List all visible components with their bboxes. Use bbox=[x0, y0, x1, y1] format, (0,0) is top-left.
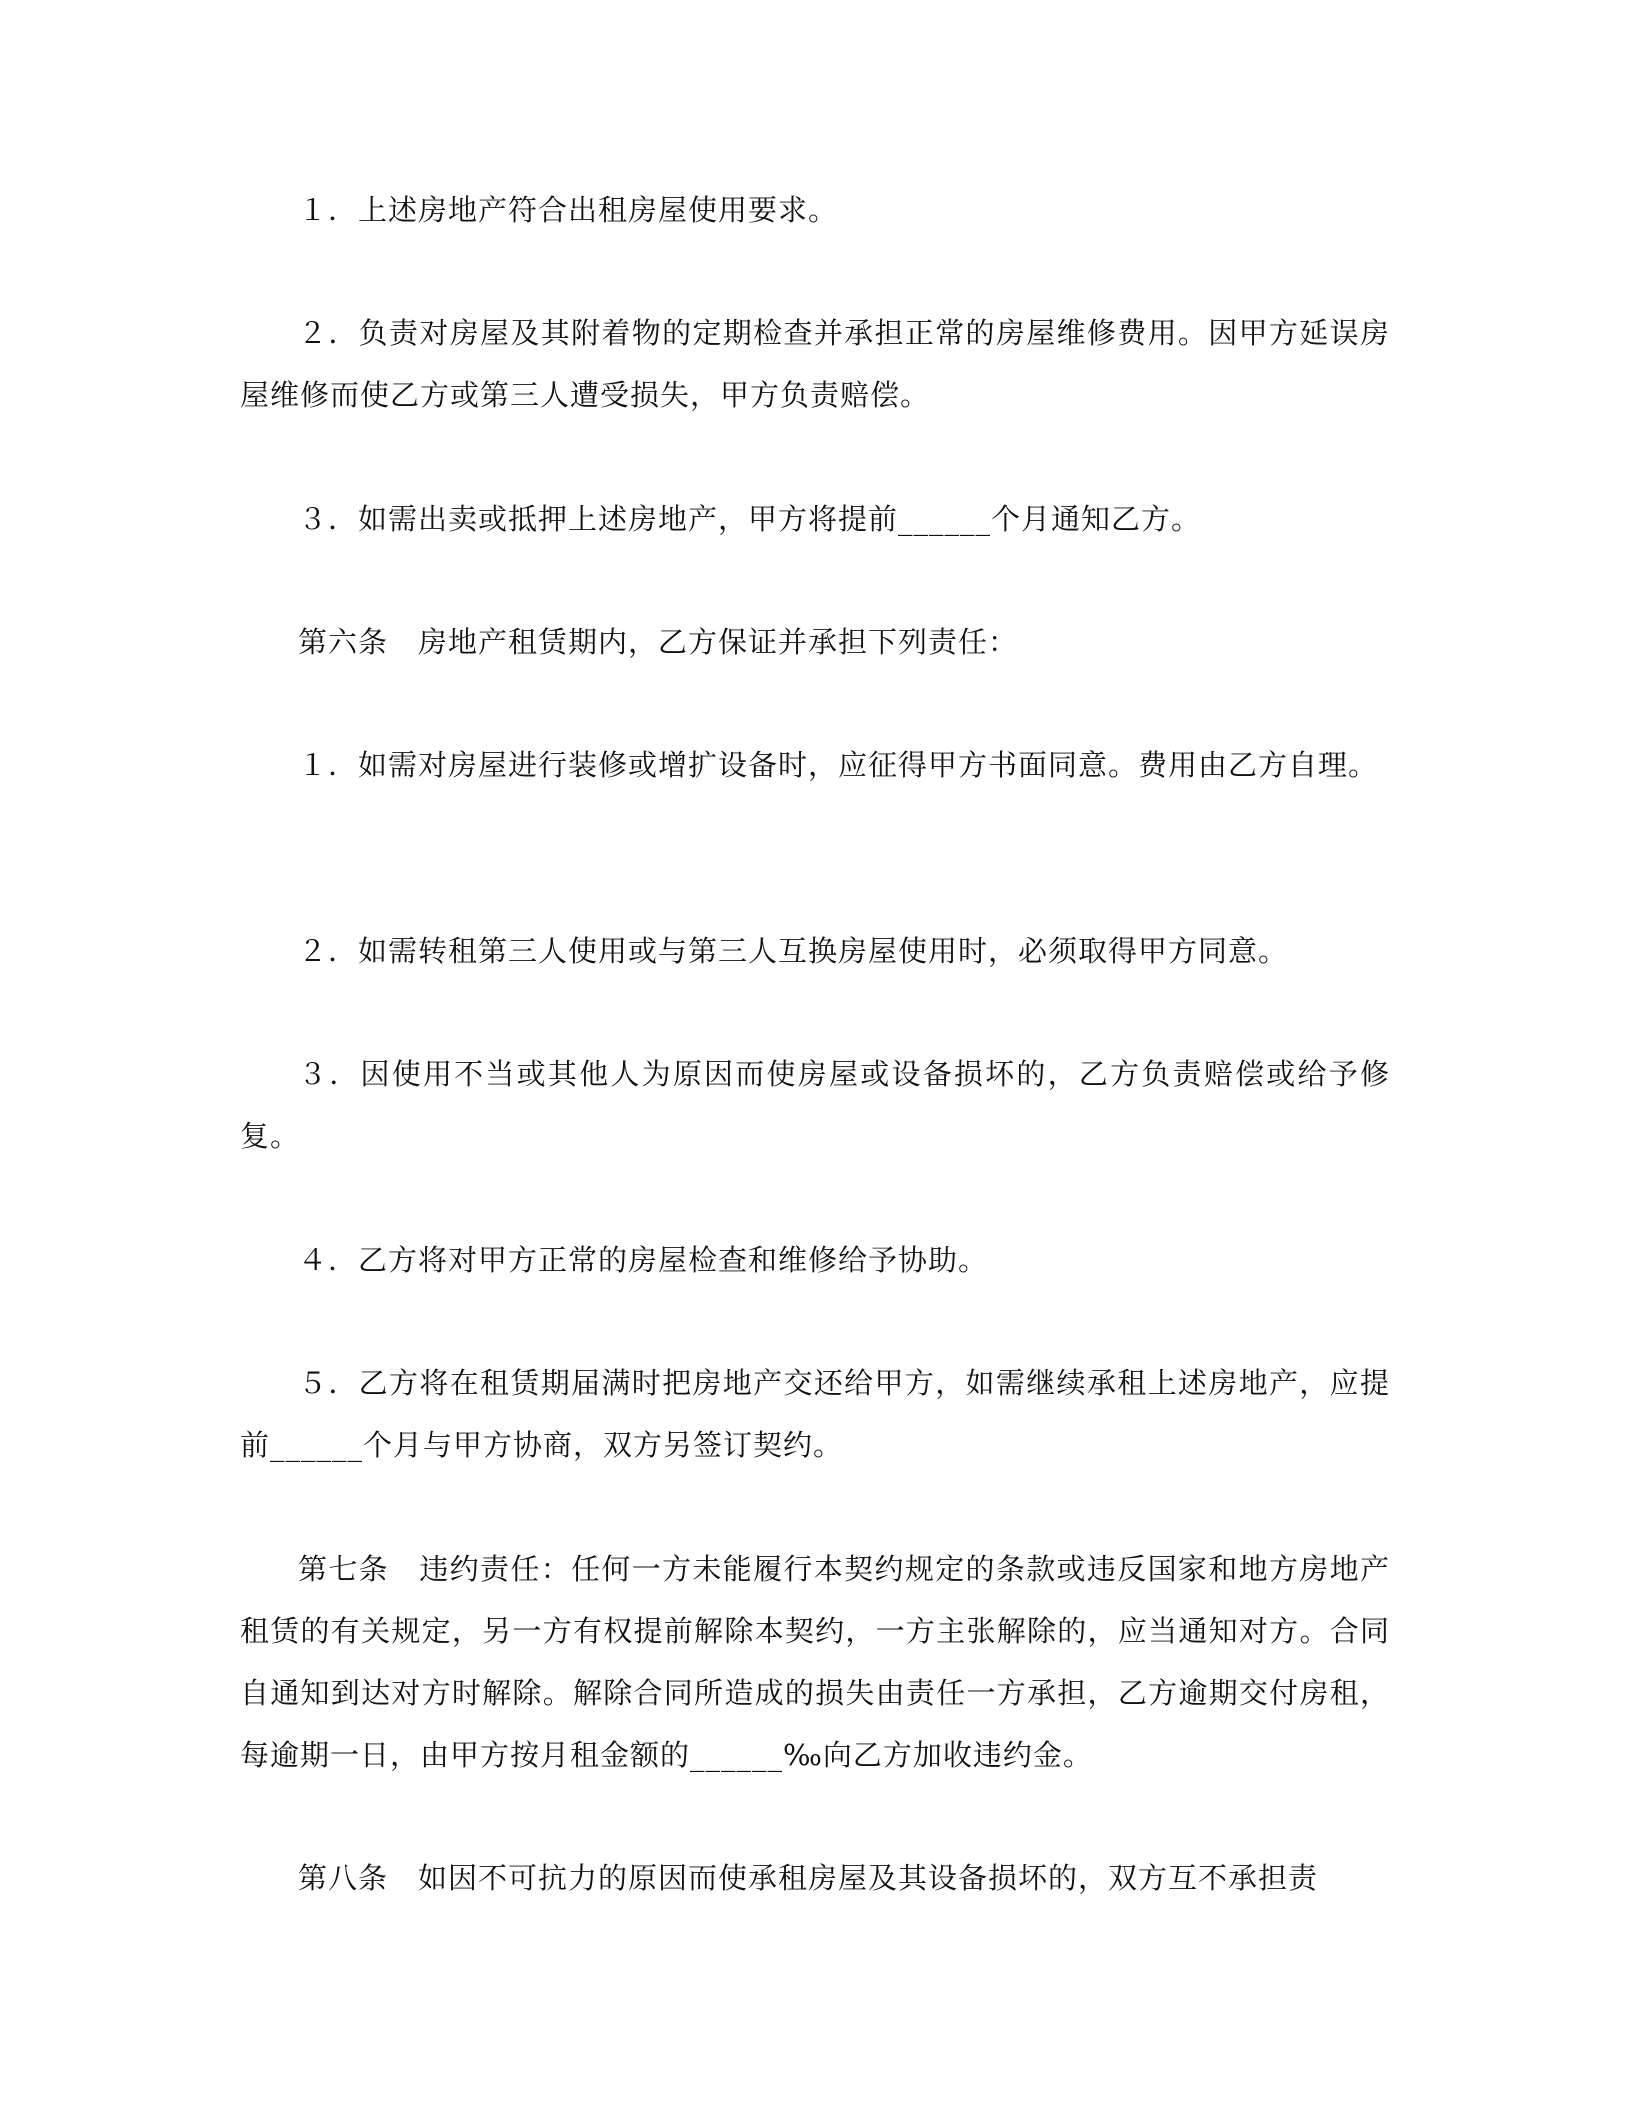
clause-6-heading: 第六条 房地产租赁期内，乙方保证并承担下列责任： bbox=[298, 625, 1019, 659]
clause-6-item-5: ５．乙方将在租赁期届满时把房地产交还给甲方，如需继续承租上述房地产，应提前______个月与甲方协商，双方另签订契约。 bbox=[240, 1366, 1390, 1462]
clause-5-item-1: １．上述房地产符合出租房屋使用要求。 bbox=[298, 193, 839, 227]
clause-6-item-4: ４．乙方将对甲方正常的房屋检查和维修给予协助。 bbox=[298, 1243, 989, 1277]
clause-6-item-3: ３．因使用不当或其他人为原因而使房屋或设备损坏的，乙方负责赔偿或给予修复。 bbox=[240, 1057, 1390, 1153]
clause-7-breach-liability: 第七条 违约责任：任何一方未能履行本契约规定的条款或违反国家和地方房地产租赁的有关规定，另一方有权提前解除本契约，一方主张解除的，应当通知对方。合同自通知到达对方时解除。解除合同所造成的损失由责任一方承担，乙方逾期交付房租，每逾期一日，由甲方按月租金额的______‰向乙方加收违约金。 bbox=[240, 1552, 1390, 1772]
clause-8-force-majeure: 第八条 如因不可抗力的原因而使承租房屋及其设备损坏的，双方互不承担责 bbox=[298, 1861, 1319, 1895]
clause-5-item-2: ２．负责对房屋及其附着物的定期检查并承担正常的房屋维修费用。因甲方延误房屋维修而使乙方或第三人遭受损失，甲方负责赔偿。 bbox=[240, 316, 1390, 412]
clause-6-item-2: ２．如需转租第三人使用或与第三人互换房屋使用时，必须取得甲方同意。 bbox=[298, 934, 1289, 968]
clause-5-item-3: ３．如需出卖或抵押上述房地产，甲方将提前______个月通知乙方。 bbox=[298, 502, 1202, 536]
clause-6-item-1: １．如需对房屋进行装修或增扩设备时，应征得甲方书面同意。费用由乙方自理。 bbox=[298, 748, 1379, 782]
